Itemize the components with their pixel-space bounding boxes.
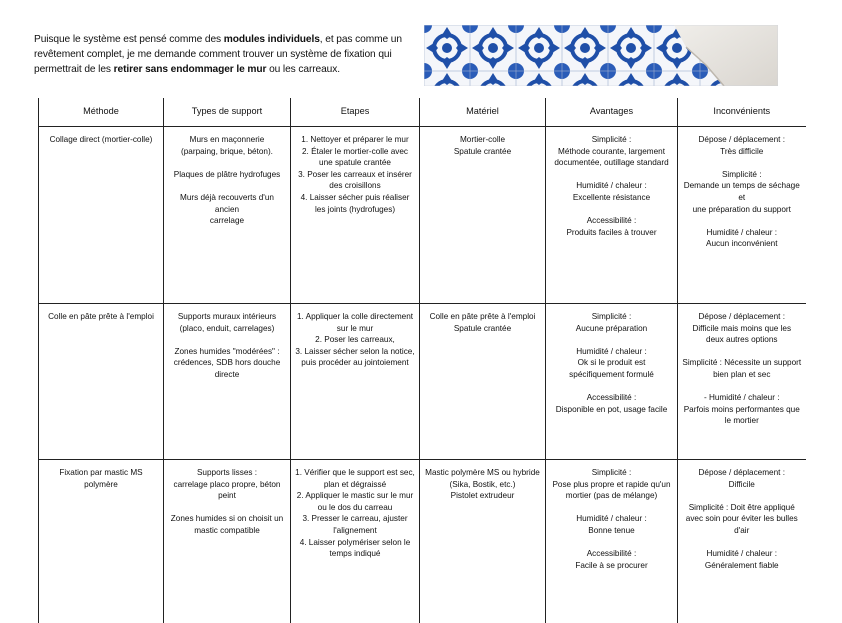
cell-line: Simplicité : xyxy=(591,468,632,477)
cell-line: 3. Presser le carreau, ajuster xyxy=(302,514,408,524)
cell-line: Simplicité : xyxy=(591,135,632,144)
cell-line: Colle en pâte prête à l'emploi xyxy=(429,312,536,321)
table-row xyxy=(39,127,806,304)
cell-line: mortier (pas de mélange) xyxy=(565,491,658,501)
cell-avantages xyxy=(546,127,678,304)
cell-inconvenients xyxy=(678,127,806,304)
cell-line: mastic compatible xyxy=(194,525,260,535)
cell-line: une spatule crantée xyxy=(319,158,391,168)
tile-pattern-illustration xyxy=(424,25,778,86)
cell-line: crédences, SDB hors douche xyxy=(173,358,281,368)
cell-line: Produits faciles à trouver xyxy=(566,227,657,237)
cell-line: l'alignement xyxy=(333,525,377,535)
intro-text-2: , et pas comme un revêtement complet, je me demande comment trouver un système de fixation qui permettrait de les xyxy=(34,34,402,75)
cell-line: 3. Laisser sécher selon la notice, xyxy=(295,346,415,356)
cell-line: Facile à se procurer xyxy=(575,560,648,570)
cell-etapes xyxy=(291,304,420,460)
cell-materiel xyxy=(420,304,546,460)
cell-line: Spatule crantée xyxy=(453,146,512,156)
cell-line: 4. Laisser polymériser selon le xyxy=(299,537,411,547)
cell-line: Murs en maçonnerie xyxy=(189,135,265,144)
cell-line xyxy=(549,502,674,514)
cell-line: ou le dos du carreau xyxy=(317,502,393,512)
cell-line: une préparation du support xyxy=(692,204,791,214)
cell-line: avec soin pour éviter les bulles xyxy=(685,514,798,524)
azulejo-tiles-photo xyxy=(424,25,778,86)
cell-line xyxy=(167,180,287,192)
cell-inconvenients xyxy=(678,304,806,460)
comparison-table xyxy=(38,98,806,623)
cell-line xyxy=(167,157,287,169)
cell-line xyxy=(681,346,803,358)
cell-line: d'air xyxy=(734,525,750,535)
cell-line: documentée, outillage standard xyxy=(554,158,669,168)
cell-line: 2. Étaler le mortier-colle avec xyxy=(301,146,409,156)
cell-line: Humidité / chaleur : xyxy=(576,514,647,524)
cell-line xyxy=(681,381,803,393)
header-types-de-support: Types de support xyxy=(164,98,291,127)
cell-line: le mortier xyxy=(724,416,759,426)
cell-line: Parfois moins performantes que xyxy=(683,404,800,414)
cell-line: Très difficile xyxy=(720,146,764,156)
cell-line: Excellente résistance xyxy=(572,192,651,202)
cell-line: 2. Appliquer le mastic sur le mur xyxy=(296,491,414,501)
cell-materiel xyxy=(420,127,546,304)
header-materiel: Matériel xyxy=(420,98,546,127)
cell-line xyxy=(549,381,674,393)
table-row xyxy=(39,304,806,460)
cell-methode: Colle en pâte prête à l'emploi xyxy=(39,304,164,460)
cell-line: 1. Vérifier que le support est sec, xyxy=(295,468,415,477)
cell-line xyxy=(549,537,674,549)
cell-line: Dépose / déplacement : xyxy=(698,312,785,321)
cell-line: puis procéder au jointoiement xyxy=(301,358,409,368)
cell-line xyxy=(549,334,674,346)
cell-line xyxy=(549,204,674,216)
cell-line: 1. Appliquer la colle directement xyxy=(296,312,414,321)
cell-line: Bonne tenue xyxy=(588,525,635,535)
cell-line: Zones humides si on choisit un xyxy=(170,514,284,524)
cell-inconvenients xyxy=(678,460,806,623)
cell-line: Mortier-colle xyxy=(459,135,506,144)
header-methode: Méthode xyxy=(39,98,164,127)
cell-line: Aucune préparation xyxy=(575,323,648,333)
cell-line: carrelage placo propre, béton xyxy=(173,479,281,489)
cell-line: 2. Poser les carreaux, xyxy=(315,335,395,345)
cell-line: peint xyxy=(218,491,236,501)
cell-line: Généralement fiable xyxy=(704,560,779,570)
cell-line: carrelage xyxy=(209,216,245,226)
cell-types xyxy=(164,127,291,304)
header-etapes: Etapes xyxy=(291,98,420,127)
cell-line: des croisillons xyxy=(329,181,381,191)
cell-types xyxy=(164,460,291,623)
cell-line: Pistolet extrudeur xyxy=(450,491,515,501)
cell-etapes xyxy=(291,127,420,304)
cell-line: - Humidité / chaleur : xyxy=(703,393,780,403)
cell-line xyxy=(681,490,803,502)
cell-line: Accessibilité : xyxy=(586,393,637,403)
cell-line: Difficile mais moins que les xyxy=(692,323,792,333)
cell-line: Demande un temps de séchage et xyxy=(683,181,800,202)
cell-line: Supports lisses : xyxy=(196,468,258,477)
intro-text-3: ou les carreaux. xyxy=(266,64,340,75)
cell-line: Plaques de plâtre hydrofuges xyxy=(173,169,281,179)
table-row xyxy=(39,460,806,623)
cell-materiel xyxy=(420,460,546,623)
cell-line: Méthode courante, largement xyxy=(558,146,665,156)
cell-line: Simplicité : Doit être appliqué xyxy=(688,502,795,512)
intro-text-1: Puisque le système est pensé comme des xyxy=(34,34,224,45)
cell-line: Humidité / chaleur : xyxy=(576,346,647,356)
cell-line: Supports muraux intérieurs xyxy=(177,312,277,321)
cell-line: 4. Laisser sécher puis réaliser xyxy=(300,192,410,202)
cell-line xyxy=(167,502,287,514)
cell-line: Humidité / chaleur : xyxy=(706,549,778,559)
cell-line: Dépose / déplacement : xyxy=(698,468,785,477)
cell-line xyxy=(681,537,803,549)
cell-line: Spatule crantée xyxy=(453,323,512,333)
cell-line: Disponible en pot, usage facile xyxy=(555,404,668,414)
cell-line: Simplicité : xyxy=(721,169,762,179)
cell-line xyxy=(681,215,803,227)
cell-line: Dépose / déplacement : xyxy=(698,135,785,144)
header-avantages: Avantages xyxy=(546,98,678,127)
intro-bold-1: modules individuels xyxy=(223,34,320,45)
intro-paragraph xyxy=(34,32,419,77)
cell-line: directe xyxy=(214,369,240,379)
cell-line: plan et dégraissé xyxy=(323,479,387,489)
cell-line: sur le mur xyxy=(336,323,374,333)
cell-avantages xyxy=(546,304,678,460)
cell-line: Murs déjà recouverts d'un ancien xyxy=(180,192,274,214)
intro-bold-2: retirer sans endommager le mur xyxy=(113,64,267,75)
cell-line xyxy=(681,157,803,169)
cell-etapes xyxy=(291,460,420,623)
header-inconvenients: Inconvénients xyxy=(678,98,806,127)
cell-line: Simplicité : Nécessite un support xyxy=(682,358,802,368)
cell-types xyxy=(164,304,291,460)
cell-line: Ok si le produit est xyxy=(577,358,646,368)
cell-methode: Fixation par mastic MS polymère xyxy=(39,460,164,623)
cell-line: deux autres options xyxy=(706,335,778,345)
cell-line: spécifiquement formulé xyxy=(569,369,654,379)
cell-methode: Collage direct (mortier-colle) xyxy=(39,127,164,304)
cell-line: Mastic polymère MS ou hybride xyxy=(425,468,540,477)
cell-line: (parpaing, brique, béton). xyxy=(181,146,273,156)
cell-line: Accessibilité : xyxy=(586,549,637,559)
cell-line: Humidité / chaleur : xyxy=(706,227,778,237)
cell-line: Difficile xyxy=(728,479,755,489)
cell-line: temps indiqué xyxy=(329,549,381,559)
cell-avantages xyxy=(546,460,678,623)
cell-line: (placo, enduit, carrelages) xyxy=(179,323,275,333)
cell-line: Pose plus propre et rapide qu'un xyxy=(552,479,671,489)
cell-line: (Sika, Bostik, etc.) xyxy=(449,479,516,489)
cell-line: 1. Nettoyer et préparer le mur xyxy=(301,135,409,144)
cell-line: les joints (hydrofuges) xyxy=(314,204,396,214)
cell-line: Zones humides "modérées" : xyxy=(174,346,280,356)
cell-line: Accessibilité : xyxy=(586,216,637,226)
cell-line: Humidité / chaleur : xyxy=(576,181,647,191)
cell-line: Simplicité : xyxy=(591,312,632,321)
cell-line xyxy=(549,169,674,181)
cell-line: bien plan et sec xyxy=(713,369,771,379)
table-header-row xyxy=(39,98,806,127)
cell-line xyxy=(167,334,287,346)
cell-line: 3. Poser les carreaux et insérer xyxy=(298,169,412,179)
cell-line: Aucun inconvénient xyxy=(706,239,778,249)
